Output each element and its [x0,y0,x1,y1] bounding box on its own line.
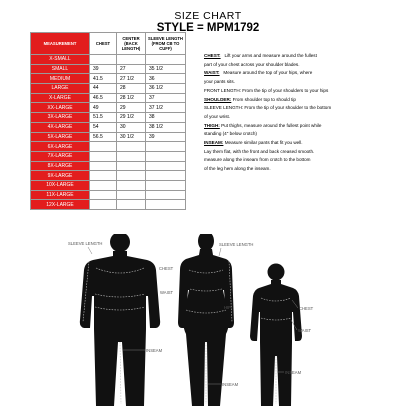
woman-head [198,234,214,251]
header-center: CENTER (BACK LENGTH) [117,33,146,55]
table-row [31,84,186,94]
sleeve-cell [146,55,186,65]
center-cell: 29 1/2 [117,113,146,123]
size-cell: 5X-LARGE [31,132,90,142]
man-silhouette [80,234,160,406]
size-cell: SMALL [31,64,90,74]
woman-silhouette [178,234,234,406]
instruction-shoulder [204,96,400,105]
size-cell: 10X-LARGE [31,180,90,190]
chest-cell [90,180,117,190]
table-row [31,180,186,190]
waist-text: Measure around the top of your hips, where [223,70,313,76]
size-cell: 6X-LARGE [31,142,90,152]
sleeve-cell: 39 [146,132,186,142]
label-sleeve-length-woman: SLEEVE LENGTH [219,242,254,247]
chest-cell: 56.5 [90,132,117,142]
chest-cell: 51.5 [90,113,117,123]
chest-cell: 41.5 [90,74,117,84]
leader-sleeve-woman [219,248,221,256]
label-chest-man: CHEST [159,266,174,271]
sleeve-cell: 38 1/2 [146,122,186,132]
style-number: STYLE = MPM1792 [156,22,260,34]
chest-cell: 49 [90,103,117,113]
center-cell: 30 1/2 [117,132,146,142]
chest-label: CHEST: [204,53,221,58]
table-row [31,103,186,113]
sleeve-cell: 35 1/2 [146,64,186,74]
inseam-text: Measure similar pants that fit you well. [224,140,303,146]
size-cell: 11X-LARGE [31,190,90,200]
chest-text: Lift your arms and measure around the fullest [224,53,317,58]
table-row [31,132,186,142]
center-cell [117,180,146,190]
label-chest-child: CHEST [299,306,314,311]
instruction-inseam [204,139,400,148]
instruction-sleeve-length: SLEEVE LENGTH: From the tip of your shoulder to the bottom [204,105,332,111]
label-hip: HIP [224,305,231,310]
size-cell: 9X-LARGE [31,171,90,181]
chest-cell: 46.5 [90,93,117,103]
chest-cell [90,190,117,200]
instruction-waist-cont: your pants sits. [204,79,235,85]
sleeve-cell: 37 1/2 [146,103,186,113]
center-cell: 30 [117,122,146,132]
center-cell: 27 [117,64,146,74]
center-cell [117,200,146,210]
center-cell [117,190,146,200]
shoulder-label: SHOULDER: [204,96,232,102]
size-cell: 7X-LARGE [31,151,90,161]
table-row [31,142,186,152]
instruction-inseam-cont-2: measure along the inseam from crotch to the bottom [204,157,311,163]
chest-cell [90,142,117,152]
center-cell: 28 1/2 [117,93,146,103]
center-cell: 29 [117,103,146,113]
thigh-text: Put thighs, measure around the fullest point while [221,122,322,128]
label-waist-man: WAIST [160,290,174,295]
instruction-thigh [204,122,400,131]
center-cell: 28 [117,84,146,94]
size-cell: LARGE [31,84,90,94]
chest-cell [90,161,117,171]
table-row [31,64,186,74]
size-cell: 12X-LARGE [31,200,90,210]
sleeve-cell: 36 1/2 [146,84,186,94]
sleeve-cell: 37 [146,93,186,103]
sleeve-cell: 36 [146,74,186,84]
chest-cell: 39 [90,64,117,74]
size-cell: 4X-LARGE [31,122,90,132]
measuring-instructions [204,52,400,174]
label-waist-child: WAIST [298,328,312,333]
sleeve-cell: 38 [146,113,186,123]
table-row [31,55,186,65]
center-cell [117,171,146,181]
label-inseam-child: INSEAM [285,370,302,375]
instruction-front-length: FRONT LENGTH: From the tip of your shoulders to your hips [204,87,329,93]
instruction-waist [204,69,400,78]
thigh-label: THIGH: [204,122,220,128]
table-row [31,113,186,123]
center-cell [117,161,146,171]
table-header-row [31,33,186,55]
instruction-inseam-cont-3: of the leg hem along the inseam. [204,166,271,172]
size-cell: X-SMALL [31,55,90,65]
table-row [31,200,186,210]
chest-cell [90,200,117,210]
inseam-label: INSEAM: [204,140,224,146]
sleeve-cell [146,161,186,171]
chest-cell [90,171,117,181]
table-row [31,93,186,103]
center-cell [117,151,146,161]
instruction-sleeve-length-cont: of your wrist. [204,113,231,119]
instruction-chest [204,52,400,61]
sleeve-cell [146,190,186,200]
center-cell [117,55,146,65]
table-row [31,161,186,171]
man-inseam-line [120,342,121,404]
sleeve-cell [146,180,186,190]
sleeve-cell [146,151,186,161]
header-sleeve: SLEEVE LENGTH (FROM CB TO CUFF) [146,33,186,55]
size-cell: 8X-LARGE [31,161,90,171]
label-inseam-man: INSEAM [146,348,163,353]
size-cell: X-LARGE [31,93,90,103]
instruction-thigh-cont: standing (4" below crotch) [204,131,257,137]
leader-sleeve-man [88,247,92,254]
body-measurement-diagram [0,234,416,416]
table-row [31,171,186,181]
size-cell: XX-LARGE [31,103,90,113]
sleeve-cell [146,200,186,210]
waist-label: WAIST: [204,70,220,76]
sleeve-cell [146,142,186,152]
child-head [268,264,285,281]
label-inseam-woman: INSEAM [222,382,239,387]
label-sleeve-length-man: SLEEVE LENGTH [68,241,103,246]
instruction-chest-cont: part of your chest across your shoulder blades. [204,61,300,67]
header-measurement: MEASUREMENT [31,33,90,55]
size-cell: 3X-LARGE [31,113,90,123]
center-cell: 27 1/2 [117,74,146,84]
man-head [110,234,130,252]
table-row [31,122,186,132]
shoulder-text: From shoulder top to should tip [232,96,296,102]
table-row [31,74,186,84]
chest-cell: 44 [90,84,117,94]
chest-cell [90,55,117,65]
center-cell [117,142,146,152]
sleeve-cell [146,171,186,181]
table-row [31,151,186,161]
size-table [30,32,186,210]
table-row [31,190,186,200]
man-body [80,251,160,406]
chest-cell: 54 [90,122,117,132]
instruction-inseam-cont-1: Lay them flat, with the front and back creased smooth. [204,148,315,154]
chart-heading: SIZE CHART [174,10,242,22]
child-silhouette [250,264,302,407]
header-chest: CHEST [90,33,117,55]
size-cell: MEDIUM [31,74,90,84]
chest-cell [90,151,117,161]
